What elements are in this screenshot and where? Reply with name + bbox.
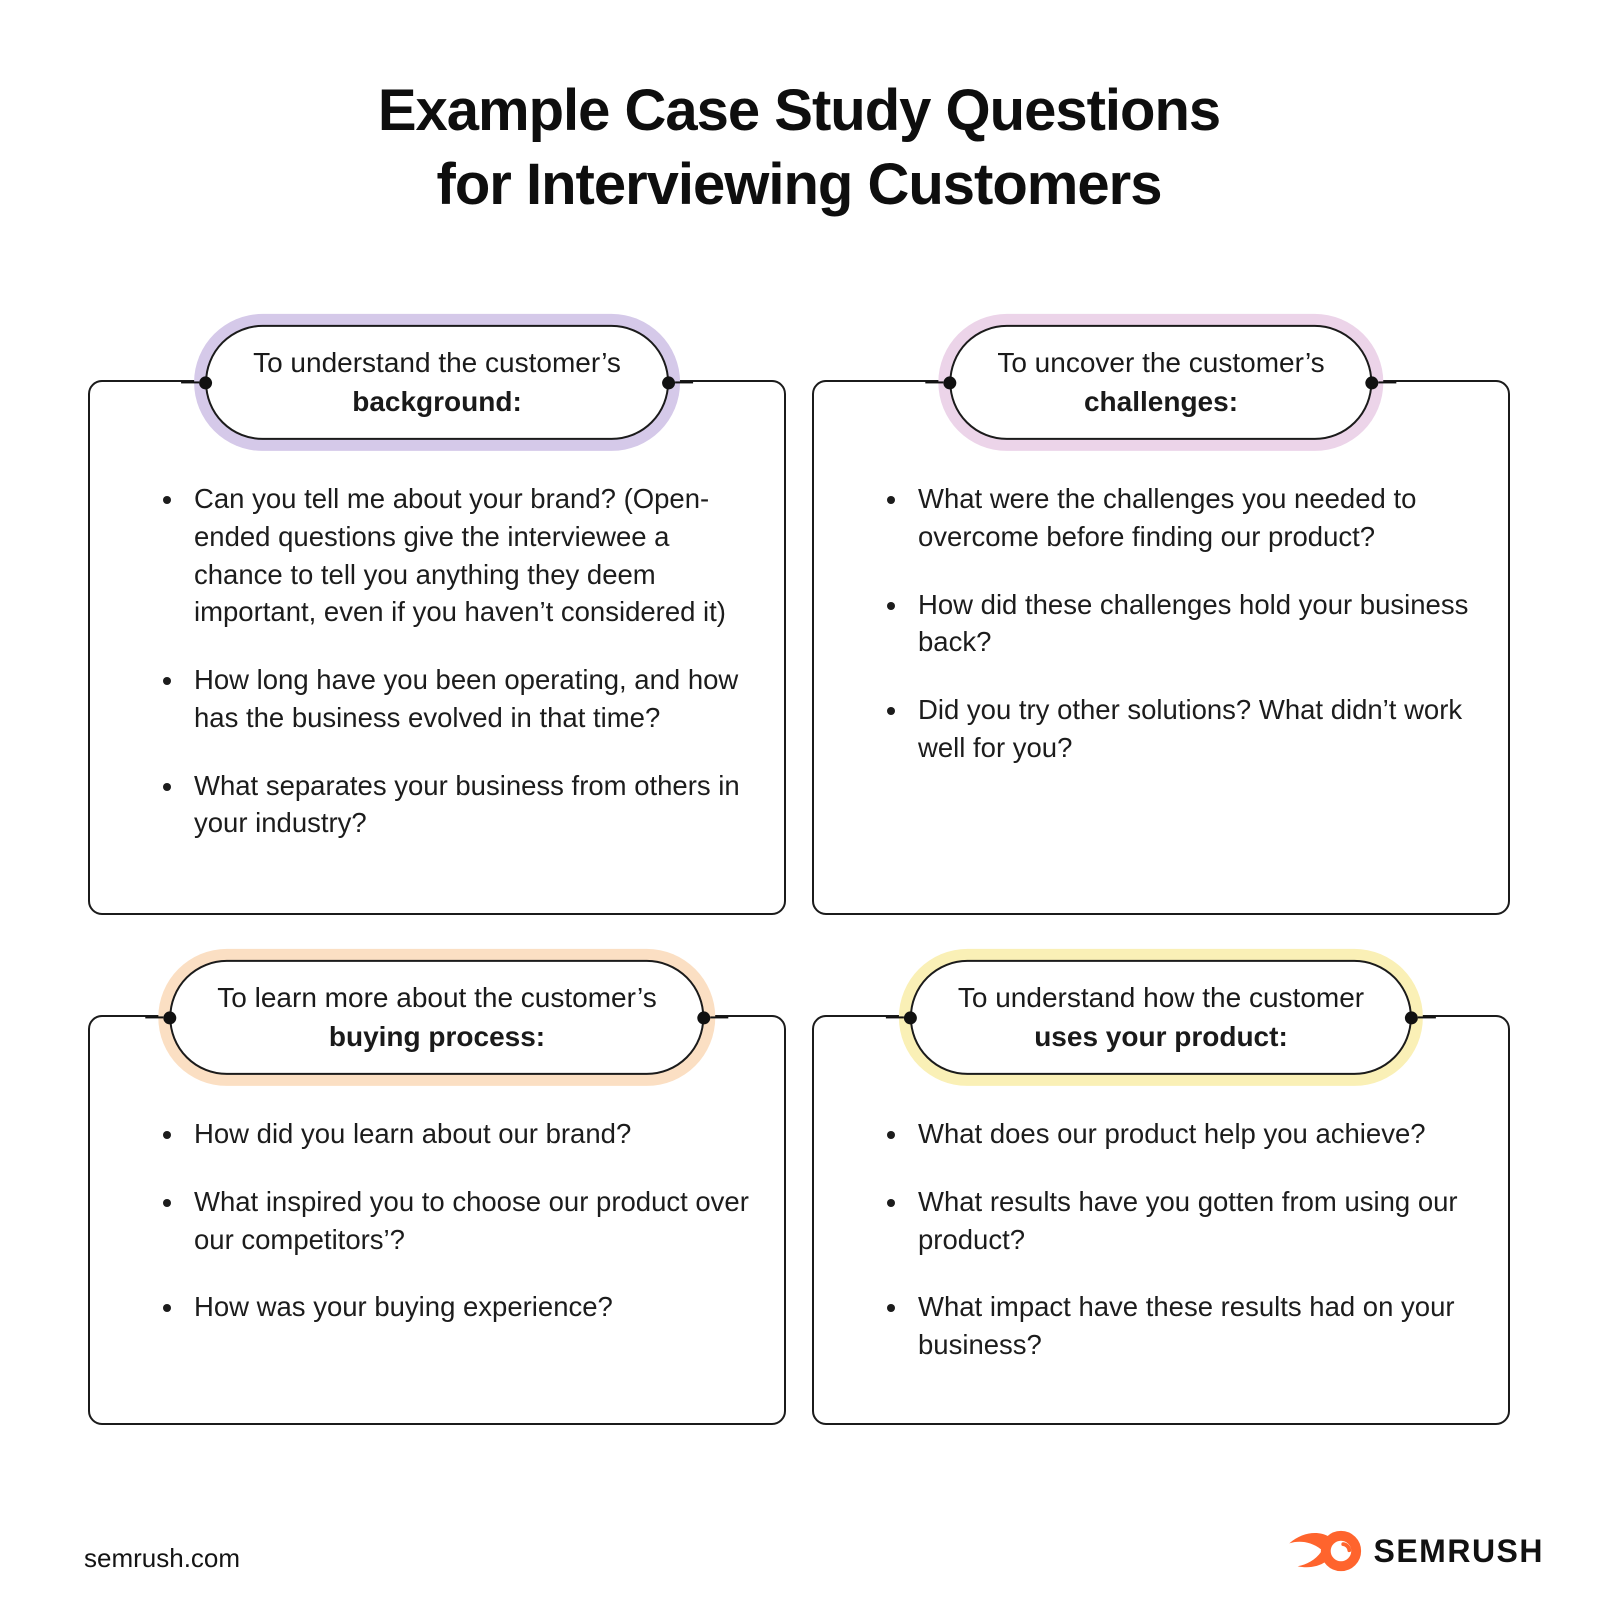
question-item: • How did you learn about our brand? <box>186 1115 750 1153</box>
page-title-line2: for Interviewing Customers <box>436 152 1162 218</box>
panel-header-text: To learn more about the customer’s <box>217 982 657 1014</box>
question-item: • How did these challenges hold your business back? <box>910 586 1474 661</box>
panel-header-keyword: challenges: <box>1083 385 1239 417</box>
connector-dot-left <box>163 1011 176 1024</box>
page-title-line1: Example Case Study Questions <box>377 78 1221 143</box>
panel-header-pill-buying-process <box>169 960 704 1074</box>
question-item: • What results have you gotten from using our product? <box>910 1183 1474 1258</box>
semrush-flame-icon <box>1287 1528 1363 1574</box>
semrush-logo <box>1287 1528 1544 1574</box>
connector-dot-right <box>662 376 675 389</box>
question-item: • How long have you been operating, and how has the business evolved in that time? <box>186 661 750 736</box>
question-item: • What were the challenges you needed to overcome before finding our product? <box>910 480 1474 555</box>
panel-header-text: To understand the customer’s <box>253 347 621 379</box>
connector-dot-right <box>1405 1011 1418 1024</box>
question-list <box>880 480 1474 766</box>
question-item: • What separates your business from others in your industry? <box>186 767 750 842</box>
panel-header-keyword: buying process: <box>328 1020 546 1052</box>
question-list <box>880 1115 1474 1363</box>
connector-dot-left <box>943 376 956 389</box>
question-panels-grid <box>88 347 1510 1425</box>
connector-dot-left <box>904 1011 917 1024</box>
panel-header-pill-challenges <box>949 325 1372 439</box>
connector-dot-right <box>698 1011 711 1024</box>
question-item: • What inspired you to choose our product over our competitors’? <box>186 1183 750 1258</box>
panel-header-keyword: background: <box>352 385 522 417</box>
panel-buying-process <box>88 982 786 1425</box>
panel-header-pill-product-usage <box>910 960 1412 1074</box>
footer <box>84 1528 1544 1574</box>
panel-customer-challenges <box>812 347 1510 915</box>
question-item: • Can you tell me about your brand? (Open-ended questions give the interviewee a chance to tell you anything they deem important, even if you haven’t considered it) <box>186 480 750 631</box>
panel-product-usage <box>812 982 1510 1425</box>
question-item: • What does our product help you achieve? <box>910 1115 1474 1153</box>
question-item: • What impact have these results had on your business? <box>910 1288 1474 1363</box>
panel-header-pill-background <box>205 325 669 439</box>
panel-header-text: To uncover the customer’s <box>997 347 1325 379</box>
panel-header-text: To understand how the customer <box>957 982 1365 1014</box>
panel-header-keyword: uses your product: <box>1034 1020 1288 1052</box>
panel-customer-background <box>88 347 786 915</box>
website-url: semrush.com <box>84 1543 241 1573</box>
connector-dot-right <box>1366 376 1379 389</box>
question-item: • How was your buying experience? <box>186 1288 750 1326</box>
question-list <box>156 480 750 841</box>
semrush-wordmark: SEMRUSH <box>1373 1532 1544 1569</box>
question-item: • Did you try other solutions? What didn’t work well for you? <box>910 691 1474 766</box>
question-list <box>156 1115 750 1326</box>
page-title <box>0 0 1598 222</box>
connector-dot-left <box>199 376 212 389</box>
